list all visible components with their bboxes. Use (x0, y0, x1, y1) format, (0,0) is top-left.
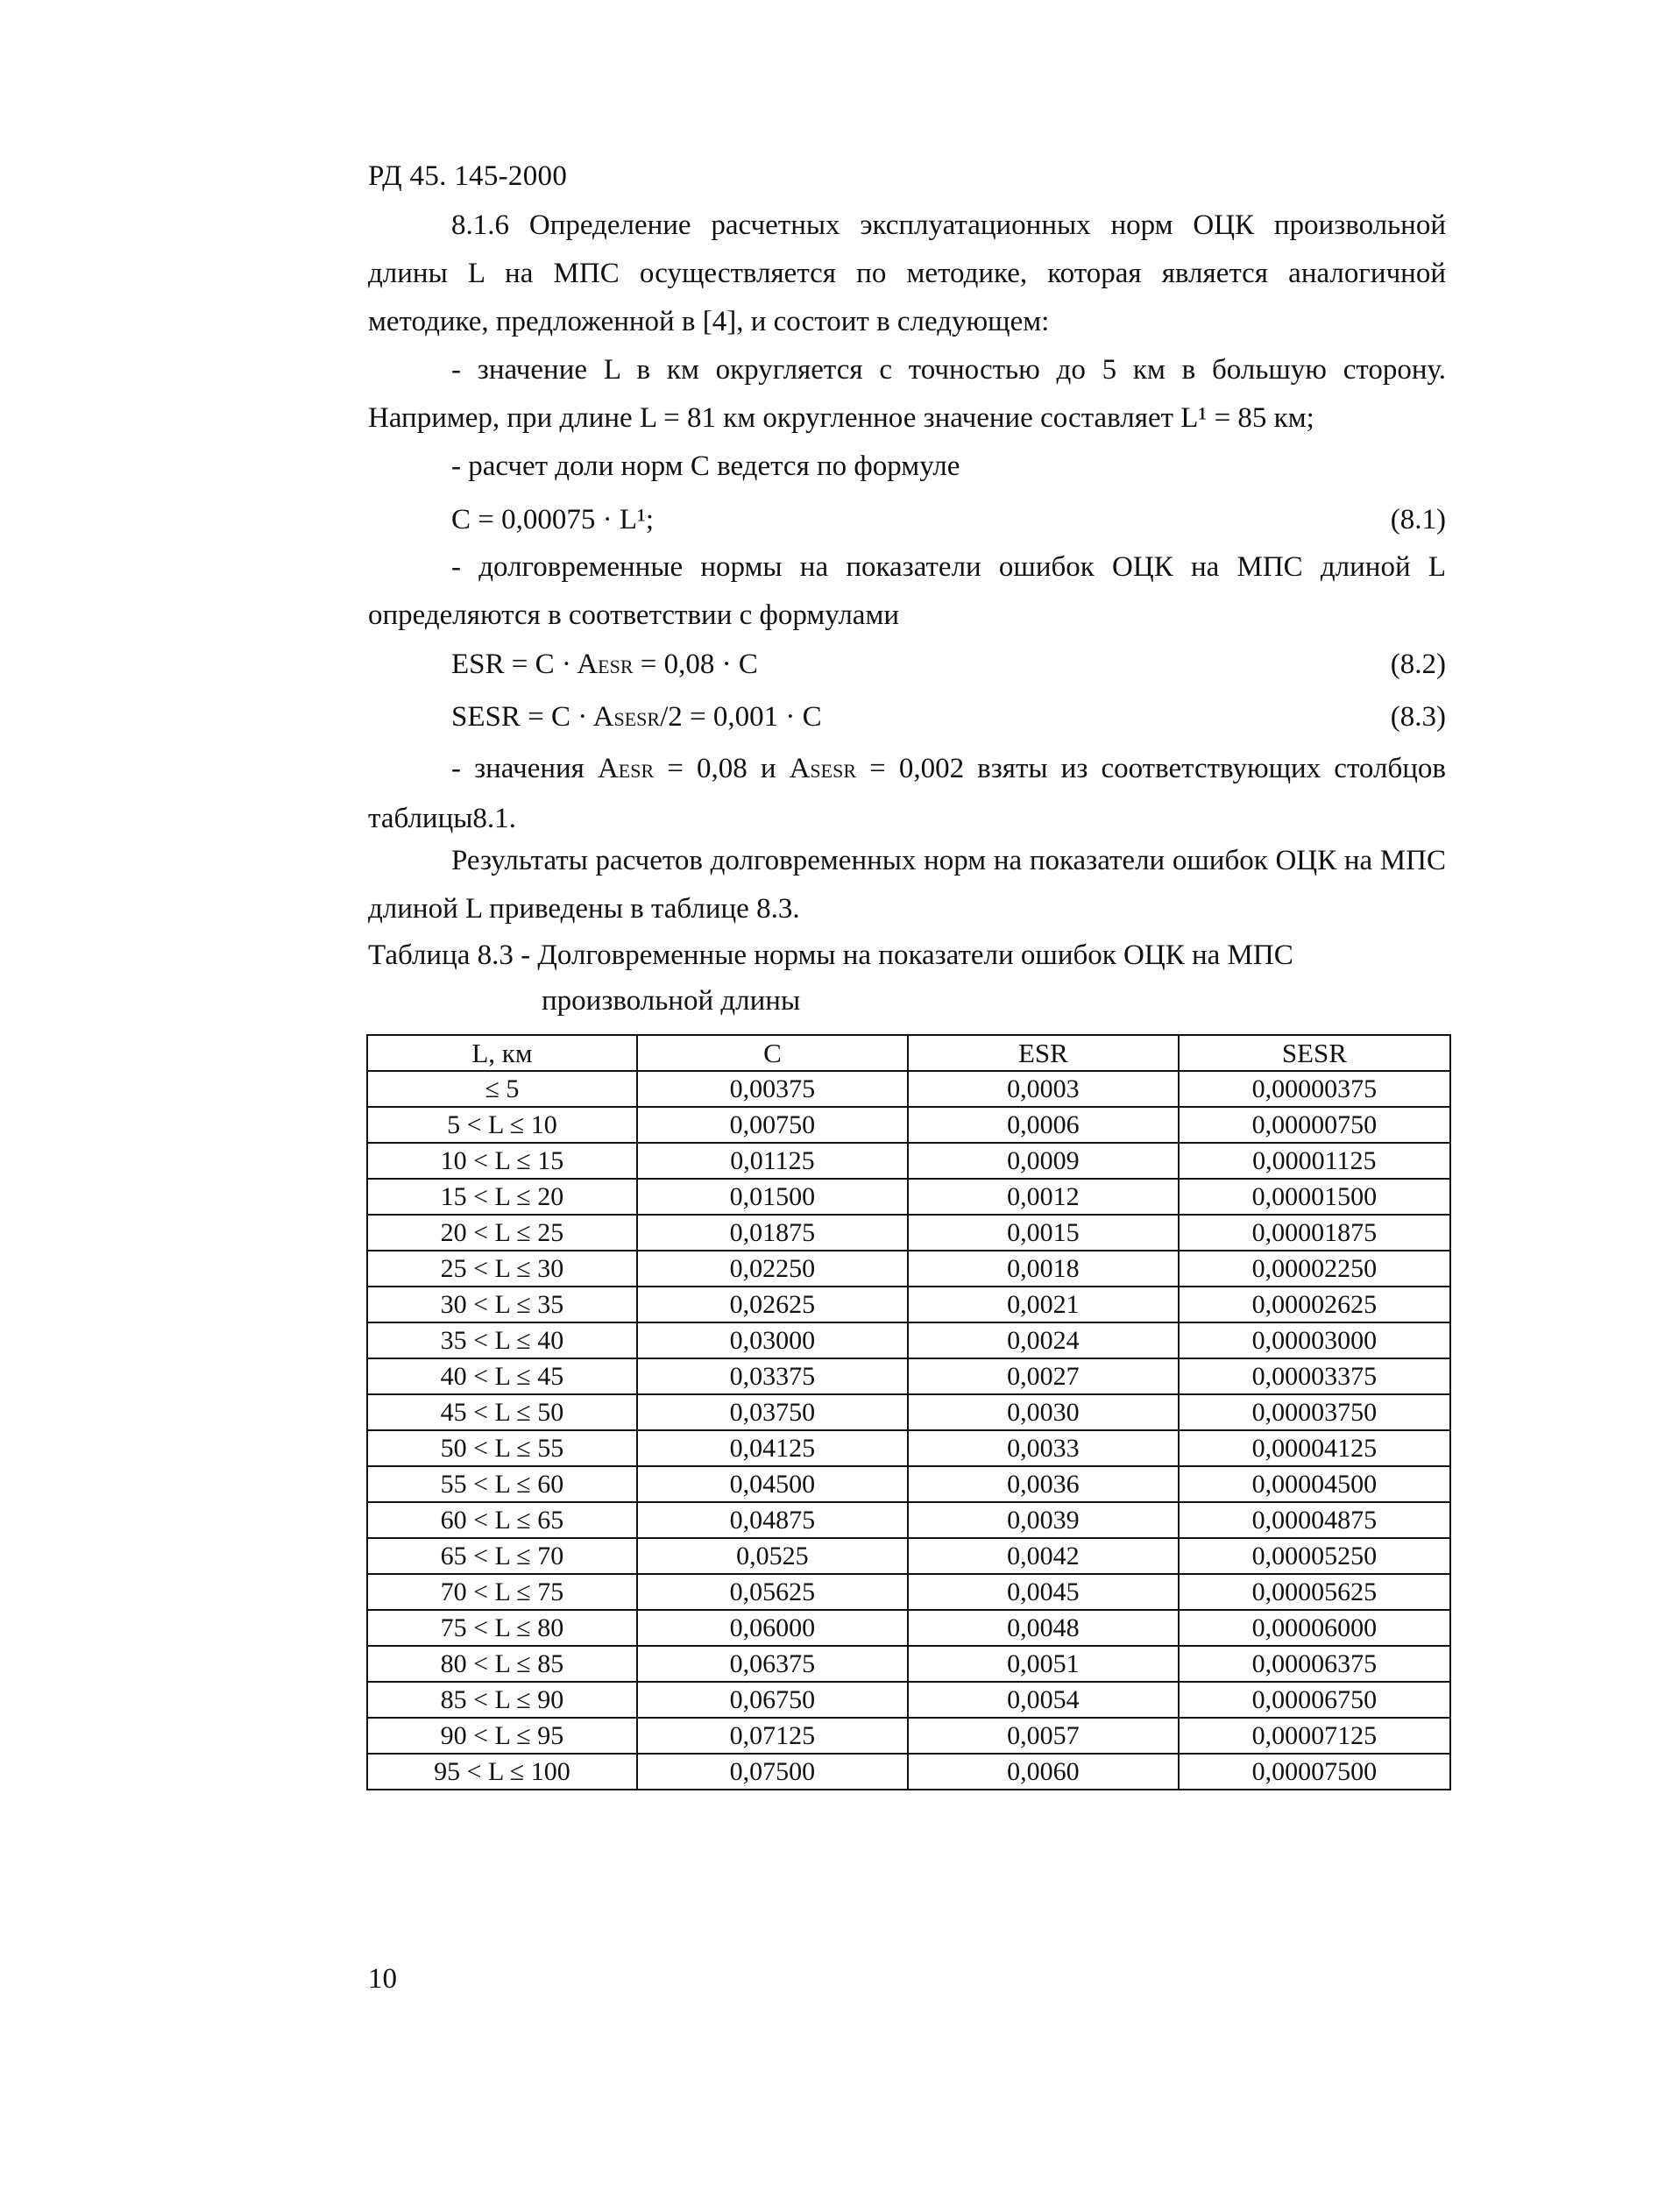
cell-c-value: 0,00750 (637, 1107, 908, 1143)
cell-sesr-value: 0,00006375 (1179, 1646, 1450, 1682)
cell-c-value: 0,02250 (637, 1251, 908, 1287)
cell-esr-value: 0,0039 (908, 1502, 1179, 1538)
step-values-paragraph (368, 745, 1446, 843)
step-share-paragraph: - расчет доли норм С ведется по формуле (451, 450, 960, 482)
step-values-text-a: - значения A (451, 753, 619, 784)
step-values-text-b: = 0,08 и A (654, 753, 811, 784)
cell-c-value: 0,01500 (637, 1179, 908, 1215)
table-caption-line-1: Таблица 8.3 - Долговременные нормы на показатели ошибок ОЦК на МПС (368, 939, 1293, 971)
cell-length-range: 5 < L ≤ 10 (367, 1107, 637, 1143)
cell-sesr-value: 0,00007125 (1179, 1718, 1450, 1754)
cell-length-range: 85 < L ≤ 90 (367, 1682, 637, 1718)
cell-length-range: 50 < L ≤ 55 (367, 1430, 637, 1466)
table-row (367, 1179, 1450, 1215)
formula-8-2 (451, 649, 758, 681)
cell-sesr-value: 0,00006000 (1179, 1610, 1450, 1646)
table-row (367, 1466, 1450, 1502)
cell-length-range: 65 < L ≤ 70 (367, 1538, 637, 1574)
step-rounding-paragraph: - значение L в км округляется с точностью до 5 км в большую сторону. Например, при длине L = 81 км округленное значение составляет L¹ = 85 км; (368, 354, 1446, 434)
cell-sesr-value: 0,00001125 (1179, 1143, 1450, 1179)
column-header-length: L, км (367, 1035, 637, 1071)
cell-length-range: 90 < L ≤ 95 (367, 1718, 637, 1754)
cell-length-range: 40 < L ≤ 45 (367, 1358, 637, 1394)
cell-esr-value: 0,0021 (908, 1287, 1179, 1322)
table-row (367, 1394, 1450, 1430)
cell-esr-value: 0,0057 (908, 1718, 1179, 1754)
cell-c-value: 0,06000 (637, 1610, 908, 1646)
cell-esr-value: 0,0048 (908, 1610, 1179, 1646)
page-number: 10 (368, 1963, 397, 1995)
cell-sesr-value: 0,00004125 (1179, 1430, 1450, 1466)
cell-sesr-value: 0,00002625 (1179, 1287, 1450, 1322)
table-row (367, 1502, 1450, 1538)
cell-length-range: 95 < L ≤ 100 (367, 1754, 637, 1790)
table-caption-line-2: произвольной длины (542, 985, 801, 1017)
cell-c-value: 0,04500 (637, 1466, 908, 1502)
cell-esr-value: 0,0003 (908, 1071, 1179, 1107)
cell-esr-value: 0,0027 (908, 1358, 1179, 1394)
cell-sesr-value: 0,00002250 (1179, 1251, 1450, 1287)
cell-length-range: 70 < L ≤ 75 (367, 1574, 637, 1610)
cell-esr-value: 0,0024 (908, 1322, 1179, 1358)
column-header-sesr: SESR (1179, 1035, 1450, 1071)
cell-length-range: 20 < L ≤ 25 (367, 1215, 637, 1251)
table-row (367, 1071, 1450, 1107)
cell-length-range: 55 < L ≤ 60 (367, 1466, 637, 1502)
table-row (367, 1107, 1450, 1143)
table-row (367, 1287, 1450, 1322)
cell-esr-value: 0,0051 (908, 1646, 1179, 1682)
cell-esr-value: 0,0033 (908, 1430, 1179, 1466)
column-header-esr: ESR (908, 1035, 1179, 1071)
cell-sesr-value: 0,00007500 (1179, 1754, 1450, 1790)
cell-c-value: 0,03375 (637, 1358, 908, 1394)
section-intro-paragraph: 8.1.6 Определение расчетных эксплуатационных норм ОЦК произвольной длины L на МПС осуществляется по методике, которая является аналогичной методике, предложенной в [4], и состоит в следующем: (368, 209, 1446, 337)
cell-c-value: 0,05625 (637, 1574, 908, 1610)
cell-length-range: 80 < L ≤ 85 (367, 1646, 637, 1682)
formula-8-3-subscript: SESR (613, 708, 661, 730)
results-paragraph: Результаты расчетов долговременных норм на показатели ошибок ОЦК на МПС длиной L приведены в таблице 8.3. (368, 845, 1446, 925)
cell-esr-value: 0,0036 (908, 1466, 1179, 1502)
cell-c-value: 0,04125 (637, 1430, 908, 1466)
cell-sesr-value: 0,00003750 (1179, 1394, 1450, 1430)
cell-c-value: 0,06750 (637, 1682, 908, 1718)
formula-8-3 (451, 701, 822, 734)
cell-c-value: 0,03750 (637, 1394, 908, 1430)
column-header-c: С (637, 1035, 908, 1071)
cell-c-value: 0,03000 (637, 1322, 908, 1358)
table-row (367, 1143, 1450, 1179)
cell-c-value: 0,01875 (637, 1215, 908, 1251)
cell-c-value: 0,01125 (637, 1143, 908, 1179)
cell-sesr-value: 0,00006750 (1179, 1682, 1450, 1718)
table-row (367, 1430, 1450, 1466)
cell-sesr-value: 0,00000750 (1179, 1107, 1450, 1143)
cell-length-range: 60 < L ≤ 65 (367, 1502, 637, 1538)
cell-esr-value: 0,0009 (908, 1143, 1179, 1179)
cell-sesr-value: 0,00004875 (1179, 1502, 1450, 1538)
cell-c-value: 0,02625 (637, 1287, 908, 1322)
cell-sesr-value: 0,00004500 (1179, 1466, 1450, 1502)
cell-sesr-value: 0,00005625 (1179, 1574, 1450, 1610)
table-row (367, 1538, 1450, 1574)
cell-length-range: 25 < L ≤ 30 (367, 1251, 637, 1287)
cell-esr-value: 0,0012 (908, 1179, 1179, 1215)
cell-c-value: 0,04875 (637, 1502, 908, 1538)
formula-8-3-right: /2 = 0,001 · C (660, 701, 822, 733)
table-row (367, 1358, 1450, 1394)
document-code: РД 45. 145-2000 (368, 160, 568, 192)
cell-esr-value: 0,0060 (908, 1754, 1179, 1790)
cell-sesr-value: 0,00003375 (1179, 1358, 1450, 1394)
table-row (367, 1251, 1450, 1287)
cell-c-value: 0,07125 (637, 1718, 908, 1754)
formula-8-2-subscript: ESR (598, 656, 634, 677)
formula-8-2-number: (8.2) (1390, 649, 1446, 680)
cell-esr-value: 0,0045 (908, 1574, 1179, 1610)
cell-sesr-value: 0,00001500 (1179, 1179, 1450, 1215)
cell-c-value: 0,07500 (637, 1754, 908, 1790)
cell-c-value: 0,0525 (637, 1538, 908, 1574)
cell-sesr-value: 0,00003000 (1179, 1322, 1450, 1358)
step-values-sub-sesr: SESR (810, 760, 857, 782)
formula-8-3-number: (8.3) (1390, 701, 1446, 733)
formula-8-2-left: ESR = C · A (451, 649, 599, 680)
cell-esr-value: 0,0006 (908, 1107, 1179, 1143)
formula-8-3-left: SESR = C · A (451, 701, 614, 733)
step-norms-paragraph: - долговременные нормы на показатели ошибок ОЦК на МПС длиной L определяются в соответствии с формулами (368, 551, 1446, 631)
table-row (367, 1215, 1450, 1251)
cell-esr-value: 0,0042 (908, 1538, 1179, 1574)
table-row (367, 1682, 1450, 1718)
cell-length-range: ≤ 5 (367, 1071, 637, 1107)
cell-sesr-value: 0,00000375 (1179, 1071, 1450, 1107)
table-row (367, 1322, 1450, 1358)
cell-esr-value: 0,0018 (908, 1251, 1179, 1287)
cell-sesr-value: 0,00001875 (1179, 1215, 1450, 1251)
cell-length-range: 30 < L ≤ 35 (367, 1287, 637, 1322)
cell-sesr-value: 0,00005250 (1179, 1538, 1450, 1574)
cell-esr-value: 0,0030 (908, 1394, 1179, 1430)
formula-8-2-right: = 0,08 · C (633, 649, 758, 680)
cell-c-value: 0,06375 (637, 1646, 908, 1682)
cell-length-range: 35 < L ≤ 40 (367, 1322, 637, 1358)
formula-8-1: С = 0,00075 · L¹; (451, 504, 655, 535)
cell-c-value: 0,00375 (637, 1071, 908, 1107)
step-values-sub-esr: ESR (618, 760, 655, 782)
formula-8-1-number: (8.1) (1390, 504, 1446, 535)
cell-length-range: 15 < L ≤ 20 (367, 1179, 637, 1215)
table-header-row (367, 1035, 1450, 1071)
table-row (367, 1574, 1450, 1610)
cell-esr-value: 0,0054 (908, 1682, 1179, 1718)
cell-length-range: 10 < L ≤ 15 (367, 1143, 637, 1179)
norms-table (366, 1034, 1451, 1790)
cell-length-range: 75 < L ≤ 80 (367, 1610, 637, 1646)
table-row (367, 1718, 1450, 1754)
table-row (367, 1754, 1450, 1790)
cell-esr-value: 0,0015 (908, 1215, 1179, 1251)
norms-table-body (367, 1071, 1450, 1790)
cell-length-range: 45 < L ≤ 50 (367, 1394, 637, 1430)
step-values-text-c: = 0,002 взяты из соответствующих столбцов таблицы8.1. (368, 753, 1446, 834)
table-row (367, 1610, 1450, 1646)
table-row (367, 1646, 1450, 1682)
